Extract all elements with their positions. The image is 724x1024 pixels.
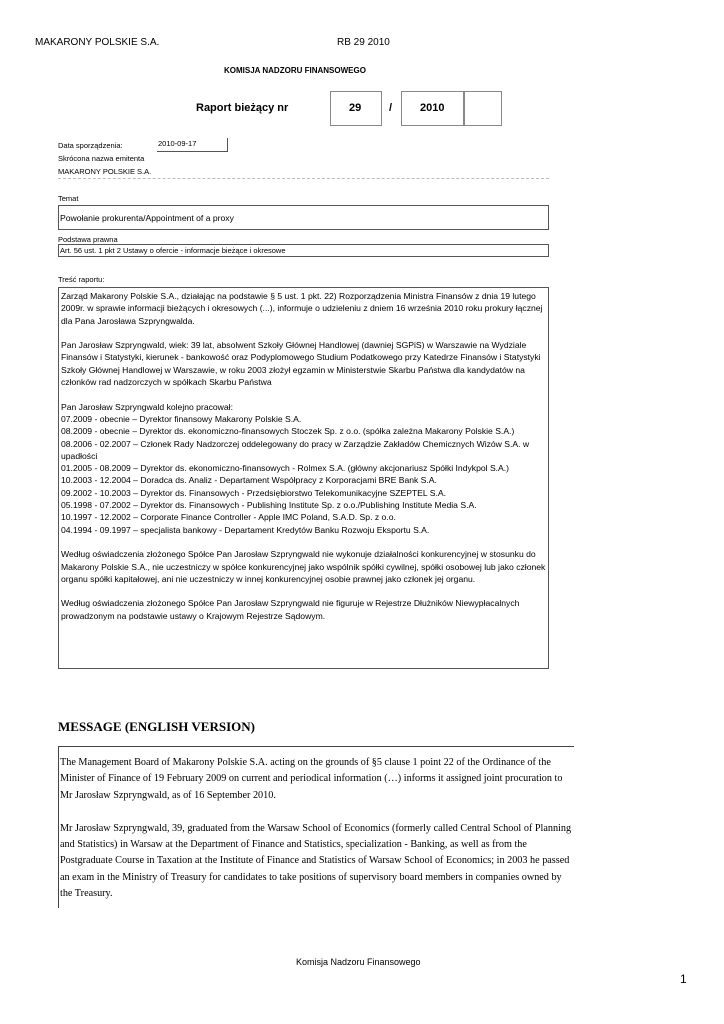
subject-label: Temat bbox=[58, 194, 79, 203]
career-item: 08.2006 - 02.2007 – Członek Rady Nadzorczej oddelegowany do pracy w Zarządzie Zakładów Chemicznych Wizów S.A. w upadłości bbox=[61, 438, 530, 461]
career-item: 05.1998 - 07.2002 – Dyrektor ds. Finansowych - Publishing Institute Sp. z o.o./Publishing Institute Media S.A. bbox=[61, 500, 477, 511]
career-item: 09.2002 - 10.2003 – Dyrektor ds. Finansowych - Przedsiębiorstwo Telekomunikacyjne SZEPTEL S.A. bbox=[61, 487, 446, 498]
career-item: 10.2003 - 12.2004 – Doradca ds. Analiz - Departament Współpracy z Korporacjami BRE Bank S.A. bbox=[61, 475, 437, 486]
content-paragraph-1: Zarząd Makarony Polskie S.A., działając na podstawie § 5 ust. 1 pkt. 22) Rozporządzenia Ministra Finansów z dnia 19 lutego 2009r. w sprawie informacji bieżących i okresowych (...), informuje o udzieleniu z dniem 16 września 2010 roku prokury łącznej dla Pana Jarosława Szpryngwalda. bbox=[61, 291, 543, 326]
header-company: MAKARONY POLSKIE S.A. bbox=[35, 37, 160, 48]
subject-value: Powołanie prokurenta/Appointment of a proxy bbox=[58, 205, 549, 230]
career-item: 08.2009 - obecnie – Dyrektor ds. ekonomiczno-finansowych Stoczek Sp. z o.o. (spółka zależna Makarony Polskie S.A.) bbox=[61, 426, 515, 437]
issuer-divider bbox=[58, 178, 549, 179]
content-paragraph-4: Według oświadczenia złożonego Spółce Pan Jarosław Szpryngwald nie figuruje w Rejestrze Dłużników Niewypłacalnych prowadzonym na podstawie ustawy o Krajowym Rejestrze Sądowym. bbox=[61, 598, 520, 621]
footer-authority: Komisja Nadzoru Finansowego bbox=[296, 957, 421, 967]
report-separator: / bbox=[389, 102, 393, 114]
header-report-ref: RB 29 2010 bbox=[337, 37, 390, 48]
legal-basis-value: Art. 56 ust. 1 pkt 2 Ustawy o ofercie - informacje bieżące i okresowe bbox=[58, 244, 549, 257]
english-paragraph-2: Mr Jarosław Szpryngwald, 39, graduated from the Warsaw School of Economics (formerly called Central School of Planning and Statistics) in Warsaw at the Department of Finance and Statistics, specialization - Banking, as well as from the Postgraduate Course in Taxation at the Institute of Finance and Statistics of Warsaw School of Economics; in 2003 he passed an exam in the Ministry of Treasury for candidates to take positions of supervisory board members in companies owned by the Treasury. bbox=[60, 822, 572, 900]
report-content bbox=[58, 287, 549, 669]
authority-title: KOMISJA NADZORU FINANSOWEGO bbox=[224, 66, 366, 75]
career-item: 10.1997 - 12.2002 – Corporate Finance Controller - Apple IMC Poland, S.A.D. Sp. z o.o. bbox=[61, 512, 396, 523]
content-paragraph-2: Pan Jarosław Szpryngwald, wiek: 39 lat, absolwent Szkoły Głównej Handlowej (dawniej SGPiS) w Warszawie na Wydziale Finansów i Statystyki, kierunek - bankowość oraz Podyplomowego Studium Podatkowego przy Katedrze Finansów i Statystyki Szkoły Głównej Handlowej w Warszawie, w roku 2003 złożył egzamin w Ministerstwie Skarbu Państwa dla kandydatów na członków rad nadzorczych w spółkach Skarbu Państwa bbox=[61, 340, 541, 388]
content-paragraph-3: Według oświadczenia złożonego Spółce Pan Jarosław Szpryngwald nie wykonuje działalności konkurencyjnej w stosunku do Makarony Polskie S.A., nie uczestniczy w spółce konkurencyjnej jako wspólnik spółki cywilnej, spółki osobowej lub jako członek organu spółki kapitałowej, ani nie uczestniczy w innej konkurencyjnej osobie prawnej jako członek jej organu. bbox=[61, 549, 546, 584]
career-item: 01.2005 - 08.2009 – Dyrektor ds. ekonomiczno-finansowych - Rolmex S.A. (główny akcjonariusz Spółki Indykpol S.A.) bbox=[61, 463, 510, 474]
career-item: 04.1994 - 09.1997 – specjalista bankowy - Departament Kredytów Banku Rozwoju Eksportu S.A. bbox=[61, 524, 430, 535]
report-label: Raport bieżący nr bbox=[196, 102, 289, 114]
date-label: Data sporządzenia: bbox=[58, 141, 123, 150]
english-content bbox=[58, 746, 574, 908]
report-number: 29 bbox=[349, 102, 362, 114]
report-extra-box bbox=[463, 91, 502, 126]
english-heading: MESSAGE (ENGLISH VERSION) bbox=[58, 719, 255, 734]
english-paragraph-1: The Management Board of Makarony Polskie S.A. acting on the grounds of §5 clause 1 point 22 of the Ordinance of the Minister of Finance of 19 February 2009 on current and periodical information (…) informs it assigned joint procuration to Mr Jarosław Szpryngwald, as of 16 September 2010. bbox=[60, 757, 563, 801]
legal-basis-label: Podstawa prawna bbox=[58, 235, 118, 244]
content-label: Treść raportu: bbox=[58, 275, 105, 284]
date-value: 2010-09-17 bbox=[157, 138, 228, 152]
issuer-value: MAKARONY POLSKIE S.A. bbox=[58, 167, 152, 176]
career-intro: Pan Jarosław Szpryngwald kolejno pracował: bbox=[61, 401, 233, 412]
page-number: 1 bbox=[680, 972, 687, 986]
issuer-label: Skrócona nazwa emitenta bbox=[58, 154, 145, 163]
report-year: 2010 bbox=[420, 102, 445, 114]
career-item: 07.2009 - obecnie – Dyrektor finansowy Makarony Polskie S.A. bbox=[61, 413, 302, 424]
